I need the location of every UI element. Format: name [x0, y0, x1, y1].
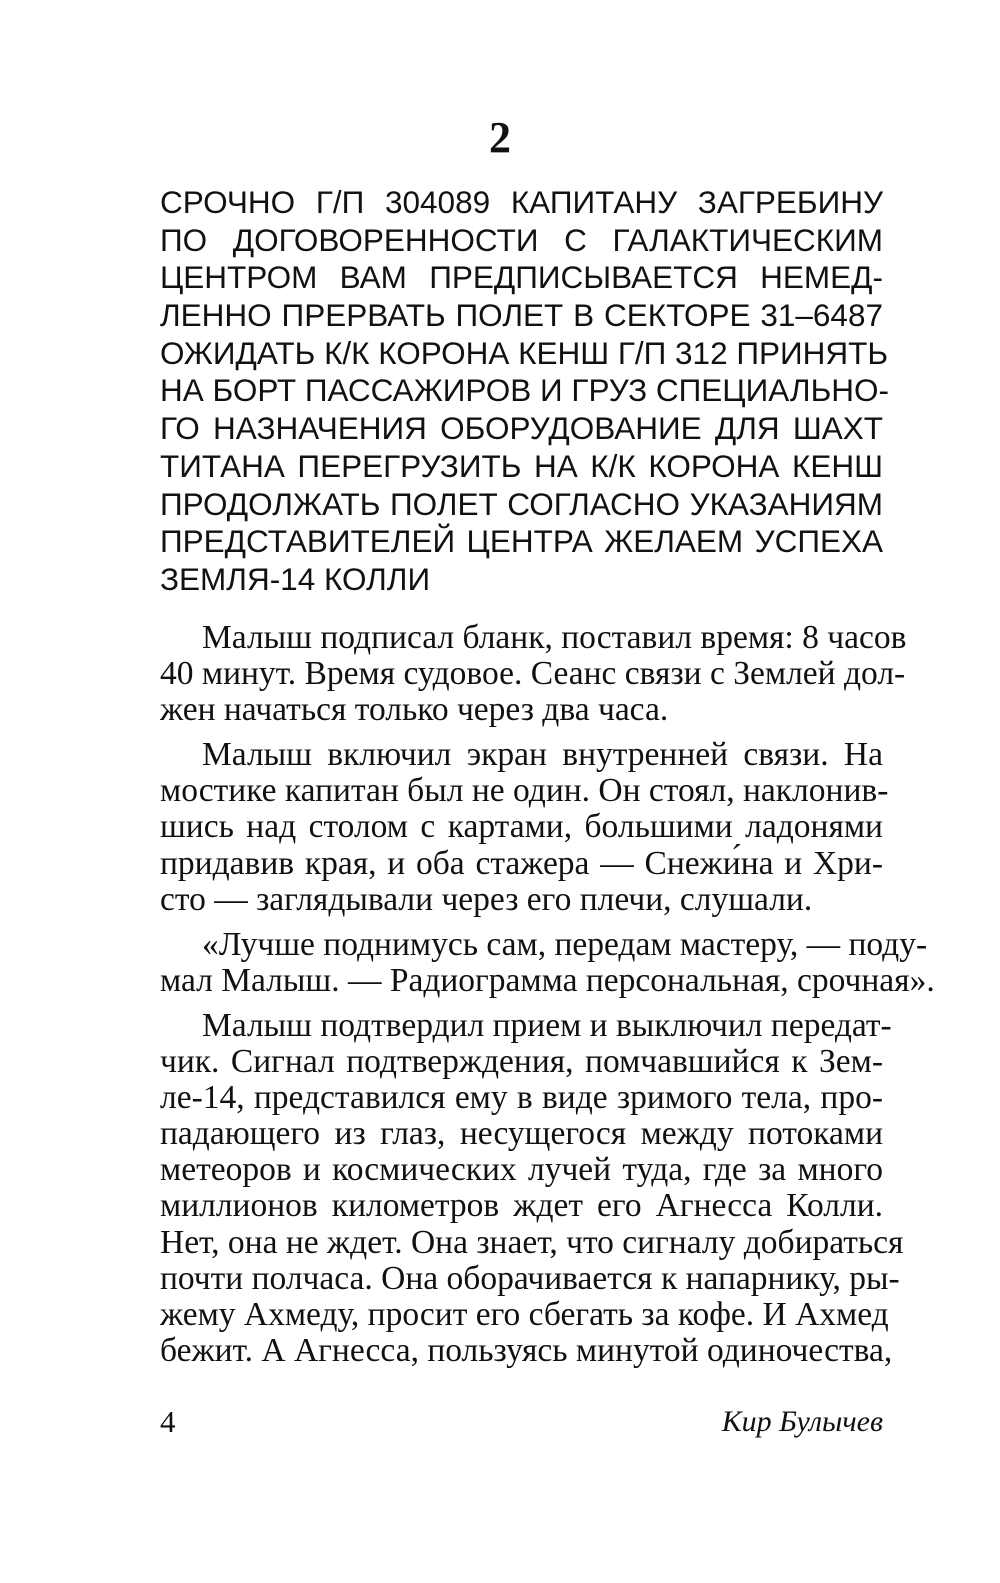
radiogram-line: ЗЕМЛЯ-14 КОЛЛИ	[160, 560, 431, 597]
radiogram-line: ЛЕННО ПРЕРВАТЬ ПОЛЕТ В СЕКТОРЕ 31–6487	[160, 297, 883, 334]
radiogram-line: ОЖИДАТЬ К/К КОРОНА КЕНШ Г/П 312 ПРИНЯТЬ	[160, 334, 889, 371]
text-line: жен начаться только через два часа.	[160, 691, 669, 729]
chapter-number: 2	[489, 113, 511, 162]
text-line: «Лучше поднимусь сам, передам мастеру, — поду-	[202, 925, 928, 963]
text-line: чик. Сигнал подтверждения, помчавшийся к Зем-	[160, 1043, 883, 1081]
radiogram-line: ТИТАНА ПЕРЕГРУЗИТЬ НА К/К КОРОНА КЕНШ	[160, 447, 883, 484]
author-name: Кир Булычев	[721, 1405, 883, 1438]
text-line: метеоров и космических лучей туда, где за много	[160, 1151, 883, 1189]
text-line: мостике капитан был не один. Он стоял, наклонив-	[160, 772, 889, 810]
radiogram-line: НА БОРТ ПАССАЖИРОВ И ГРУЗ СПЕЦИАЛЬНО-	[160, 372, 889, 409]
radiogram-line: ПО ДОГОВОРЕННОСТИ С ГАЛАКТИЧЕСКИМ	[160, 221, 883, 258]
text-line: 40 минут. Время судовое. Сеанс связи с Землей дол-	[160, 655, 906, 693]
text-line: ле-14, представился ему в виде зримого тела, про-	[160, 1079, 883, 1117]
text-line: Малыш подтвердил прием и выключил передат-	[202, 1006, 892, 1044]
radiogram-line: ГО НАЗНАЧЕНИЯ ОБОРУДОВАНИЕ ДЛЯ ШАХТ	[160, 410, 883, 447]
text-line: шись над столом с картами, большими ладонями	[160, 808, 883, 846]
paragraph	[160, 619, 907, 729]
paragraph	[160, 1006, 904, 1369]
page-number: 4	[160, 1404, 176, 1439]
text-line: мал Малыш. — Радиограмма персональная, срочная».	[160, 961, 935, 999]
paragraph	[160, 736, 889, 918]
text-line: Малыш подписал бланк, поставил время: 8 часов	[202, 619, 907, 656]
text-line: Нет, она не ждет. Она знает, что сигналу добираться	[160, 1223, 904, 1261]
radiogram-line: ПРОДОЛЖАТЬ ПОЛЕТ СОГЛАСНО УКАЗАНИЯМ	[160, 485, 883, 522]
radiogram-line: ПРЕДСТАВИТЕЛЕЙ ЦЕНТРА ЖЕЛАЕМ УСПЕХА	[160, 523, 883, 560]
text-line: миллионов километров ждет его Агнесса Колли.	[160, 1187, 883, 1225]
radiogram-text	[160, 184, 889, 599]
text-line: падающего из глаз, несущегося между потоками	[160, 1115, 883, 1153]
text-line: жему Ахмеду, просит его сбегать за кофе. И Ахмед	[160, 1295, 889, 1333]
text-line: придавив края, и оба стажера — Снежи́на и Хри-	[160, 844, 883, 882]
paragraph	[160, 925, 935, 999]
radiogram-line: СРОЧНО Г/П 304089 КАПИТАНУ ЗАГРЕБИНУ	[160, 184, 883, 220]
text-line: почти полчаса. Она оборачивается к напарнику, ры-	[160, 1259, 900, 1297]
text-line: бежит. А Агнесса, пользуясь минутой одиночества,	[160, 1331, 893, 1369]
page-footer	[160, 1402, 883, 1442]
text-line: сто — заглядывали через его плечи, слушали.	[160, 880, 813, 918]
radiogram-line: ЦЕНТРОМ ВАМ ПРЕДПИСЫВАЕТСЯ НЕМЕД-	[160, 259, 883, 296]
body-text	[160, 619, 935, 1369]
text-line: Малыш включил экран внутренней связи. На	[202, 736, 883, 774]
